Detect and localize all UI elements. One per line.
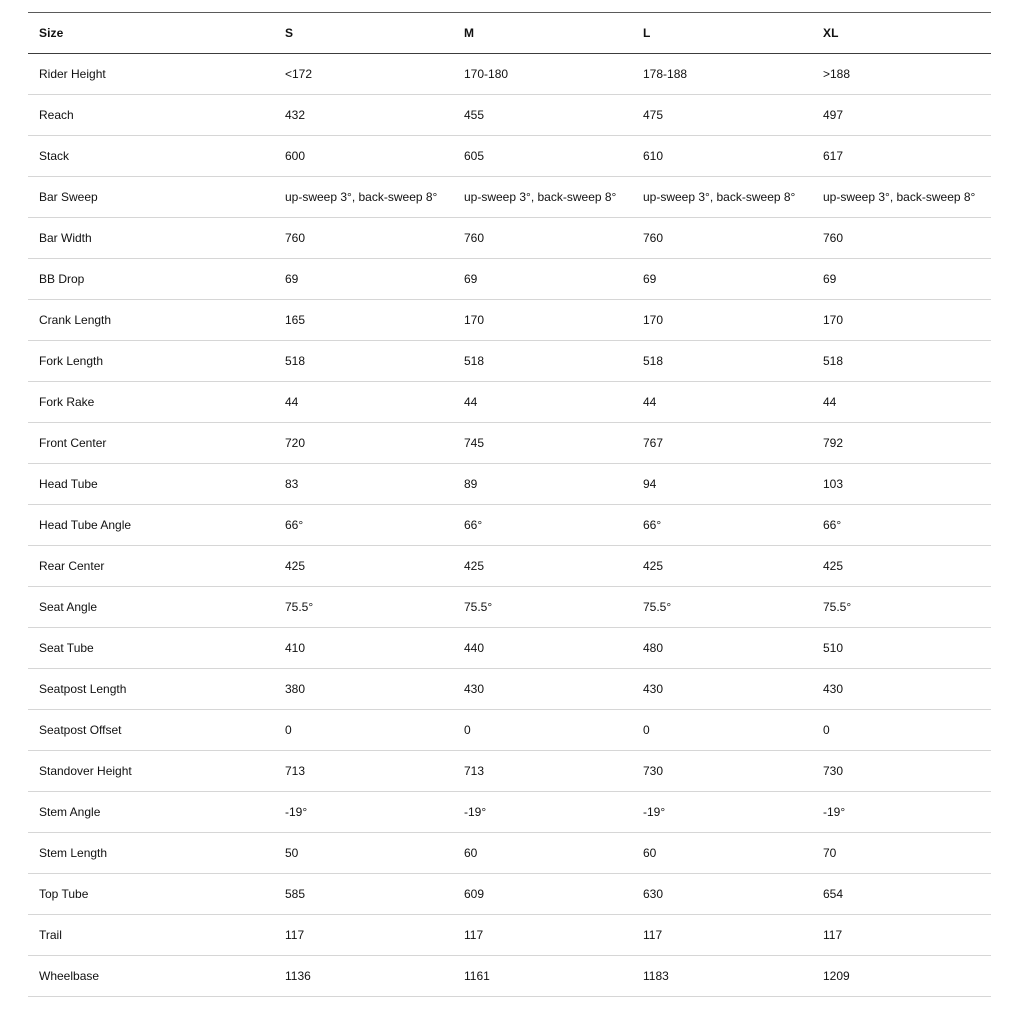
- cell-size-s: 75.5°: [274, 587, 453, 628]
- cell-size-l: 425: [632, 546, 812, 587]
- cell-size-s: 720: [274, 423, 453, 464]
- row-label: Bar Sweep: [28, 177, 274, 218]
- row-label: Front Center: [28, 423, 274, 464]
- cell-size-l: 1183: [632, 956, 812, 997]
- cell-size-s: -19°: [274, 792, 453, 833]
- header-size-m: M: [453, 13, 632, 54]
- row-label: BB Drop: [28, 259, 274, 300]
- cell-size-l: 760: [632, 218, 812, 259]
- table-row: [28, 833, 991, 874]
- row-label: Fork Length: [28, 341, 274, 382]
- cell-size-m: 1161: [453, 956, 632, 997]
- cell-size-xl: 0: [812, 710, 991, 751]
- cell-size-s: 165: [274, 300, 453, 341]
- cell-size-s: 432: [274, 95, 453, 136]
- cell-size-m: 609: [453, 874, 632, 915]
- cell-size-m: 60: [453, 833, 632, 874]
- header-size-s: S: [274, 13, 453, 54]
- cell-size-xl: -19°: [812, 792, 991, 833]
- cell-size-m: 713: [453, 751, 632, 792]
- row-label: Trail: [28, 915, 274, 956]
- cell-size-xl: 69: [812, 259, 991, 300]
- cell-size-xl: up-sweep 3°, back-sweep 8°: [812, 177, 991, 218]
- cell-size-xl: 617: [812, 136, 991, 177]
- table-row: [28, 382, 991, 423]
- row-label: Stack: [28, 136, 274, 177]
- table-row: [28, 792, 991, 833]
- cell-size-s: 380: [274, 669, 453, 710]
- table-row: [28, 710, 991, 751]
- geometry-table: [28, 12, 991, 997]
- cell-size-xl: 1209: [812, 956, 991, 997]
- cell-size-m: 430: [453, 669, 632, 710]
- row-label: Crank Length: [28, 300, 274, 341]
- cell-size-xl: 103: [812, 464, 991, 505]
- table-row: [28, 464, 991, 505]
- cell-size-l: 117: [632, 915, 812, 956]
- cell-size-l: 75.5°: [632, 587, 812, 628]
- cell-size-s: 66°: [274, 505, 453, 546]
- cell-size-xl: 430: [812, 669, 991, 710]
- row-label: Seat Angle: [28, 587, 274, 628]
- cell-size-m: 760: [453, 218, 632, 259]
- table-row: [28, 136, 991, 177]
- header-row: [28, 13, 991, 54]
- row-label: Reach: [28, 95, 274, 136]
- cell-size-l: 44: [632, 382, 812, 423]
- cell-size-xl: 66°: [812, 505, 991, 546]
- cell-size-xl: 425: [812, 546, 991, 587]
- row-label: Standover Height: [28, 751, 274, 792]
- geometry-table-body: [28, 54, 991, 997]
- cell-size-m: -19°: [453, 792, 632, 833]
- cell-size-xl: 510: [812, 628, 991, 669]
- table-row: [28, 423, 991, 464]
- cell-size-m: 170: [453, 300, 632, 341]
- cell-size-xl: 70: [812, 833, 991, 874]
- cell-size-l: 475: [632, 95, 812, 136]
- row-label: Top Tube: [28, 874, 274, 915]
- cell-size-s: 585: [274, 874, 453, 915]
- cell-size-l: 610: [632, 136, 812, 177]
- table-row: [28, 628, 991, 669]
- cell-size-xl: 44: [812, 382, 991, 423]
- table-row: [28, 95, 991, 136]
- cell-size-m: 117: [453, 915, 632, 956]
- row-label: Bar Width: [28, 218, 274, 259]
- cell-size-s: up-sweep 3°, back-sweep 8°: [274, 177, 453, 218]
- cell-size-xl: 75.5°: [812, 587, 991, 628]
- cell-size-m: 745: [453, 423, 632, 464]
- table-row: [28, 915, 991, 956]
- cell-size-s: 425: [274, 546, 453, 587]
- row-label: Rider Height: [28, 54, 274, 95]
- cell-size-l: 767: [632, 423, 812, 464]
- row-label: Head Tube Angle: [28, 505, 274, 546]
- header-size-l: L: [632, 13, 812, 54]
- cell-size-l: 94: [632, 464, 812, 505]
- cell-size-xl: 497: [812, 95, 991, 136]
- table-row: [28, 956, 991, 997]
- cell-size-s: 83: [274, 464, 453, 505]
- cell-size-m: 440: [453, 628, 632, 669]
- cell-size-m: 455: [453, 95, 632, 136]
- cell-size-m: 44: [453, 382, 632, 423]
- row-label: Seatpost Length: [28, 669, 274, 710]
- cell-size-m: up-sweep 3°, back-sweep 8°: [453, 177, 632, 218]
- table-row: [28, 505, 991, 546]
- table-row: [28, 300, 991, 341]
- cell-size-l: -19°: [632, 792, 812, 833]
- table-row: [28, 259, 991, 300]
- geometry-table-header: [28, 13, 991, 54]
- cell-size-m: 518: [453, 341, 632, 382]
- header-size-label: Size: [28, 13, 274, 54]
- cell-size-l: 60: [632, 833, 812, 874]
- cell-size-xl: 730: [812, 751, 991, 792]
- cell-size-l: 630: [632, 874, 812, 915]
- cell-size-s: 50: [274, 833, 453, 874]
- cell-size-l: 178-188: [632, 54, 812, 95]
- cell-size-xl: 792: [812, 423, 991, 464]
- cell-size-l: 66°: [632, 505, 812, 546]
- row-label: Rear Center: [28, 546, 274, 587]
- cell-size-s: 410: [274, 628, 453, 669]
- row-label: Fork Rake: [28, 382, 274, 423]
- table-row: [28, 587, 991, 628]
- row-label: Stem Angle: [28, 792, 274, 833]
- row-label: Head Tube: [28, 464, 274, 505]
- cell-size-m: 89: [453, 464, 632, 505]
- table-row: [28, 874, 991, 915]
- cell-size-s: 713: [274, 751, 453, 792]
- row-label: Seat Tube: [28, 628, 274, 669]
- cell-size-l: 730: [632, 751, 812, 792]
- table-row: [28, 751, 991, 792]
- cell-size-s: <172: [274, 54, 453, 95]
- cell-size-xl: 170: [812, 300, 991, 341]
- cell-size-xl: 117: [812, 915, 991, 956]
- table-row: [28, 341, 991, 382]
- cell-size-s: 117: [274, 915, 453, 956]
- cell-size-m: 66°: [453, 505, 632, 546]
- cell-size-s: 518: [274, 341, 453, 382]
- table-row: [28, 546, 991, 587]
- cell-size-l: 69: [632, 259, 812, 300]
- cell-size-m: 75.5°: [453, 587, 632, 628]
- cell-size-s: 760: [274, 218, 453, 259]
- cell-size-m: 425: [453, 546, 632, 587]
- cell-size-l: 0: [632, 710, 812, 751]
- cell-size-m: 170-180: [453, 54, 632, 95]
- cell-size-l: 518: [632, 341, 812, 382]
- cell-size-s: 0: [274, 710, 453, 751]
- cell-size-xl: 654: [812, 874, 991, 915]
- cell-size-l: 480: [632, 628, 812, 669]
- table-row: [28, 177, 991, 218]
- cell-size-xl: 760: [812, 218, 991, 259]
- row-label: Stem Length: [28, 833, 274, 874]
- cell-size-l: up-sweep 3°, back-sweep 8°: [632, 177, 812, 218]
- cell-size-s: 69: [274, 259, 453, 300]
- cell-size-s: 1136: [274, 956, 453, 997]
- cell-size-m: 605: [453, 136, 632, 177]
- cell-size-l: 170: [632, 300, 812, 341]
- cell-size-xl: >188: [812, 54, 991, 95]
- cell-size-m: 69: [453, 259, 632, 300]
- cell-size-s: 600: [274, 136, 453, 177]
- row-label: Seatpost Offset: [28, 710, 274, 751]
- table-row: [28, 218, 991, 259]
- table-row: [28, 54, 991, 95]
- cell-size-s: 44: [274, 382, 453, 423]
- cell-size-l: 430: [632, 669, 812, 710]
- header-size-xl: XL: [812, 13, 991, 54]
- cell-size-m: 0: [453, 710, 632, 751]
- cell-size-xl: 518: [812, 341, 991, 382]
- table-row: [28, 669, 991, 710]
- row-label: Wheelbase: [28, 956, 274, 997]
